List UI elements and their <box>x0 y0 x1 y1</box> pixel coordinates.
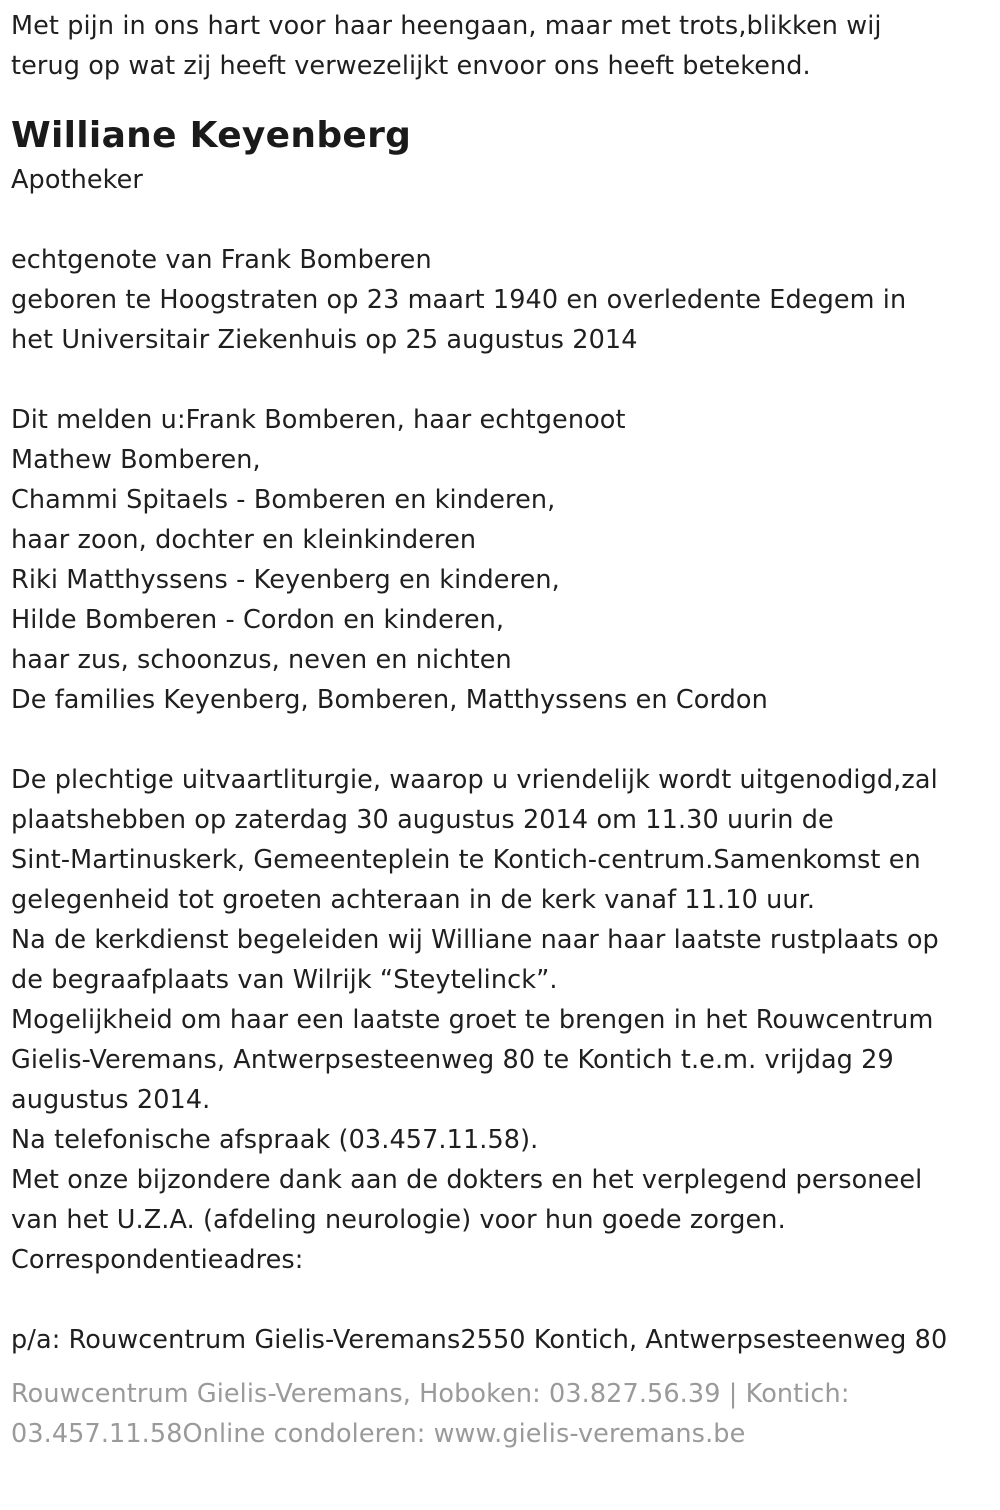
family-line: De families Keyenberg, Bomberen, Matthyssens en Cordon <box>11 685 768 715</box>
spacer <box>11 1280 1000 1320</box>
family-line: haar zus, schoonzus, neven en nichten <box>11 645 512 675</box>
ceremony-line: Mogelijkheid om haar een laatste groet te brengen in het Rouwcentrum <box>11 1005 934 1035</box>
footer-line: 03.457.11.58Online condoleren: www.gielis-veremans.be <box>11 1419 746 1449</box>
spacer <box>11 360 1000 400</box>
ceremony-line: Gielis-Veremans, Antwerpsesteenweg 80 te Kontich t.e.m. vrijdag 29 <box>11 1045 894 1075</box>
detail-line: geboren te Hoogstraten op 23 maart 1940 en overledente Edegem in <box>11 285 907 315</box>
ceremony-line: Na de kerkdienst begeleiden wij Williane naar haar laatste rustplaats op <box>11 925 939 955</box>
ceremony-line: van het U.Z.A. (afdeling neurologie) voor hun goede zorgen. <box>11 1205 786 1235</box>
family-line: Hilde Bomberen - Cordon en kinderen, <box>11 605 505 635</box>
deceased-name: Williane Keyenberg <box>11 115 412 156</box>
intro-text <box>11 6 1000 86</box>
ceremony-line: plaatshebben op zaterdag 30 augustus 2014 om 11.30 uurin de <box>11 805 834 835</box>
detail-line: het Universitair Ziekenhuis op 25 augustus 2014 <box>11 325 638 355</box>
personal-details <box>11 240 1000 360</box>
family-line: Dit melden u:Frank Bomberen, haar echtgenoot <box>11 405 626 435</box>
ceremony-line: gelegenheid tot groeten achteraan in de kerk vanaf 11.10 uur. <box>11 885 816 915</box>
family-line: Riki Matthyssens - Keyenberg en kinderen, <box>11 565 560 595</box>
ceremony-line: Na telefonische afspraak (03.457.11.58). <box>11 1125 539 1155</box>
intro-line: terug op wat zij heeft verwezelijkt envoor ons heeft betekend. <box>11 51 811 81</box>
ceremony-line: Correspondentieadres: <box>11 1245 304 1275</box>
correspondence-address: p/a: Rouwcentrum Gielis-Veremans2550 Kontich, Antwerpsesteenweg 80 <box>11 1325 948 1355</box>
family-line: Chammi Spitaels - Bomberen en kinderen, <box>11 485 556 515</box>
ceremony-line: Met onze bijzondere dank aan de dokters en het verplegend personeel <box>11 1165 923 1195</box>
ceremony-line: De plechtige uitvaartliturgie, waarop u vriendelijk wordt uitgenodigd,zal <box>11 765 938 795</box>
spacer <box>11 720 1000 760</box>
ceremony-line: Sint-Martinuskerk, Gemeenteplein te Kontich-centrum.Samenkomst en <box>11 845 921 875</box>
ceremony-line: de begraafplaats van Wilrijk “Steytelinck”. <box>11 965 558 995</box>
family-line: Mathew Bomberen, <box>11 445 261 475</box>
family-list <box>11 400 1000 720</box>
family-line: haar zoon, dochter en kleinkinderen <box>11 525 477 555</box>
deceased-profession: Apotheker <box>11 165 144 195</box>
ceremony-info <box>11 760 1000 1280</box>
footer-line: Rouwcentrum Gielis-Veremans, Hoboken: 03.827.56.39 | Kontich: <box>11 1379 850 1409</box>
intro-line: Met pijn in ons hart voor haar heengaan, maar met trots,blikken wij <box>11 11 882 41</box>
ceremony-line: augustus 2014. <box>11 1085 211 1115</box>
detail-line: echtgenote van Frank Bomberen <box>11 245 432 275</box>
spacer <box>11 200 1000 240</box>
footer <box>11 1374 1000 1454</box>
